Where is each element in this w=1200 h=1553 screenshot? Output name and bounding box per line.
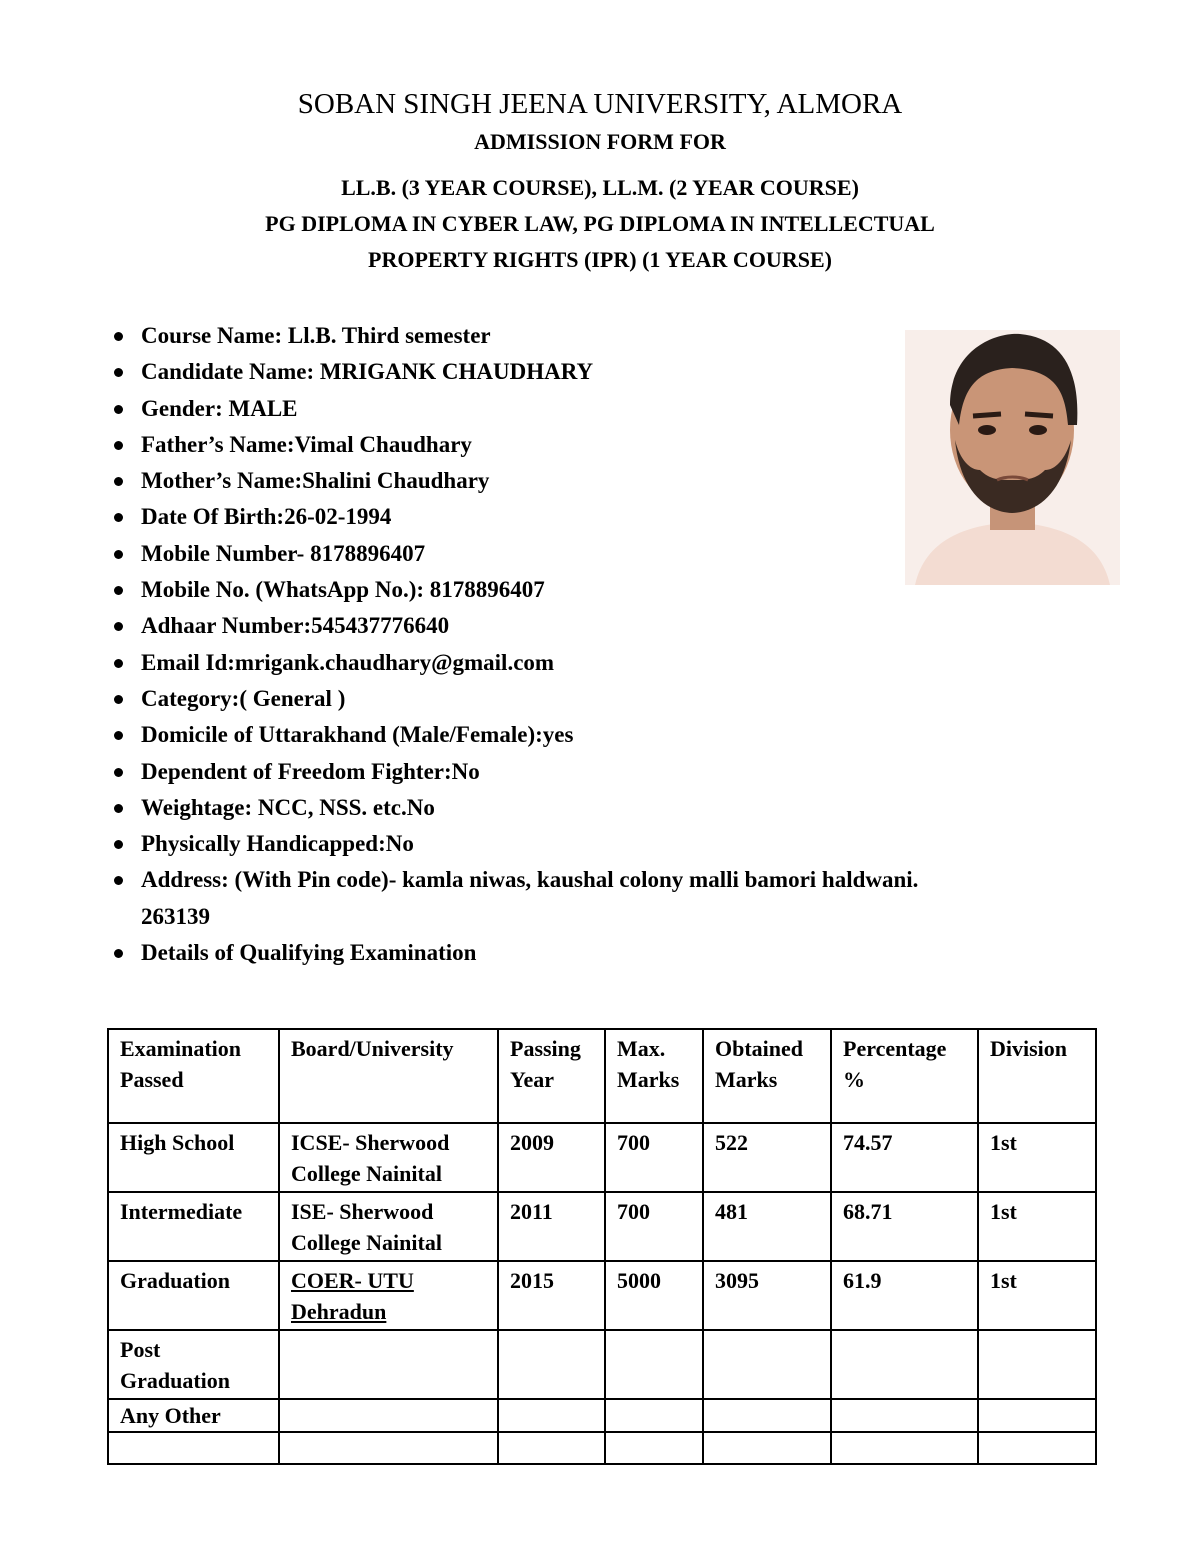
field-father-name: Father’s Name:Vimal Chaudhary <box>112 427 972 463</box>
cell-division: 1st <box>978 1123 1096 1192</box>
table-header-row <box>108 1029 1096 1123</box>
bullet-icon <box>114 513 123 522</box>
cell-division <box>978 1432 1096 1464</box>
bullet-icon <box>114 441 123 450</box>
candidate-details-list <box>112 318 972 971</box>
cell-obtained-marks: 481 <box>703 1192 831 1261</box>
header-max-marks: Max. Marks <box>605 1029 703 1123</box>
cell-percentage: 68.71 <box>831 1192 978 1261</box>
field-physically-handicapped: Physically Handicapped:No <box>112 826 972 862</box>
bullet-icon <box>114 550 123 559</box>
table-row <box>108 1261 1096 1330</box>
cell-max-marks <box>605 1399 703 1432</box>
qualifying-exam-table <box>107 1028 1097 1465</box>
cell-division: 1st <box>978 1261 1096 1330</box>
cell-year: 2015 <box>498 1261 605 1330</box>
bullet-icon <box>114 731 123 740</box>
table-row <box>108 1432 1096 1464</box>
header-board-university: Board/University <box>279 1029 498 1123</box>
cell-percentage <box>831 1330 978 1399</box>
cell-board <box>279 1330 498 1399</box>
table-row <box>108 1330 1096 1399</box>
cell-max-marks: 700 <box>605 1123 703 1192</box>
field-weightage: Weightage: NCC, NSS. etc.No <box>112 790 972 826</box>
cell-examination <box>108 1432 279 1464</box>
cell-year <box>498 1432 605 1464</box>
bullet-icon <box>114 840 123 849</box>
cell-year: 2009 <box>498 1123 605 1192</box>
cell-obtained-marks <box>703 1399 831 1432</box>
bullet-icon <box>114 876 123 885</box>
bullet-icon <box>114 659 123 668</box>
cell-board <box>279 1261 498 1330</box>
cell-examination: Post Graduation <box>108 1330 279 1399</box>
bullet-icon <box>114 332 123 341</box>
cell-percentage: 74.57 <box>831 1123 978 1192</box>
bullet-icon <box>114 804 123 813</box>
field-date-of-birth: Date Of Birth:26-02-1994 <box>112 499 972 535</box>
header-percentage: Percentage % <box>831 1029 978 1123</box>
field-adhaar-number: Adhaar Number:545437776640 <box>112 608 972 644</box>
courses-line-2: PG DIPLOMA IN CYBER LAW, PG DIPLOMA IN INTELLECTUAL <box>265 211 935 236</box>
cell-division <box>978 1399 1096 1432</box>
cell-board <box>279 1399 498 1432</box>
bullet-icon <box>114 405 123 414</box>
cell-year <box>498 1330 605 1399</box>
bullet-icon <box>114 768 123 777</box>
cell-max-marks: 5000 <box>605 1261 703 1330</box>
bullet-icon <box>114 622 123 631</box>
cell-percentage: 61.9 <box>831 1261 978 1330</box>
header-obtained-marks: Obtained Marks <box>703 1029 831 1123</box>
cell-board: ICSE- Sherwood College Nainital <box>279 1123 498 1192</box>
courses-line-1: LL.B. (3 YEAR COURSE), LL.M. (2 YEAR COURSE) <box>341 175 859 200</box>
cell-max-marks <box>605 1432 703 1464</box>
cell-obtained-marks: 522 <box>703 1123 831 1192</box>
candidate-photo-icon <box>905 330 1120 585</box>
field-qualifying-exam-heading: Details of Qualifying Examination <box>112 935 972 971</box>
table-row <box>108 1123 1096 1192</box>
field-address: Address: (With Pin code)- kamla niwas, kaushal colony malli bamori haldwani. 263139 <box>112 862 972 935</box>
form-header <box>0 84 1200 278</box>
bullet-icon <box>114 477 123 486</box>
bullet-icon <box>114 949 123 958</box>
university-name: SOBAN SINGH JEENA UNIVERSITY, ALMORA <box>297 88 903 120</box>
cell-percentage <box>831 1399 978 1432</box>
header-division: Division <box>978 1029 1096 1123</box>
cell-obtained-marks: 3095 <box>703 1261 831 1330</box>
cell-max-marks <box>605 1330 703 1399</box>
form-title: ADMISSION FORM FOR <box>474 129 726 154</box>
field-email: Email Id:mrigank.chaudhary@gmail.com <box>112 645 972 681</box>
field-mother-name: Mother’s Name:Shalini Chaudhary <box>112 463 972 499</box>
cell-examination: Graduation <box>108 1261 279 1330</box>
cell-board: ISE- Sherwood College Nainital <box>279 1192 498 1261</box>
field-whatsapp-number: Mobile No. (WhatsApp No.): 8178896407 <box>112 572 972 608</box>
cell-max-marks: 700 <box>605 1192 703 1261</box>
cell-obtained-marks <box>703 1432 831 1464</box>
field-candidate-name: Candidate Name: MRIGANK CHAUDHARY <box>112 354 972 390</box>
cell-division <box>978 1330 1096 1399</box>
cell-year <box>498 1399 605 1432</box>
bullet-icon <box>114 368 123 377</box>
field-mobile-number: Mobile Number- 8178896407 <box>112 536 972 572</box>
field-domicile: Domicile of Uttarakhand (Male/Female):yes <box>112 717 972 753</box>
cell-examination: Any Other <box>108 1399 279 1432</box>
courses-line-3: PROPERTY RIGHTS (IPR) (1 YEAR COURSE) <box>368 247 832 272</box>
cell-year: 2011 <box>498 1192 605 1261</box>
field-gender: Gender: MALE <box>112 391 972 427</box>
header-examination-passed: Examination Passed <box>108 1029 279 1123</box>
cell-percentage <box>831 1432 978 1464</box>
cell-board <box>279 1432 498 1464</box>
cell-division: 1st <box>978 1192 1096 1261</box>
table-row <box>108 1399 1096 1432</box>
candidate-photo <box>905 330 1120 585</box>
header-passing-year: Passing Year <box>498 1029 605 1123</box>
cell-examination: High School <box>108 1123 279 1192</box>
table-row <box>108 1192 1096 1261</box>
field-category: Category:( General ) <box>112 681 972 717</box>
cell-examination: Intermediate <box>108 1192 279 1261</box>
field-freedom-fighter: Dependent of Freedom Fighter:No <box>112 754 972 790</box>
bullet-icon <box>114 695 123 704</box>
bullet-icon <box>114 586 123 595</box>
board-link-text: COER- UTU Dehradun <box>291 1268 414 1324</box>
cell-obtained-marks <box>703 1330 831 1399</box>
field-course-name: Course Name: Ll.B. Third semester <box>112 318 972 354</box>
